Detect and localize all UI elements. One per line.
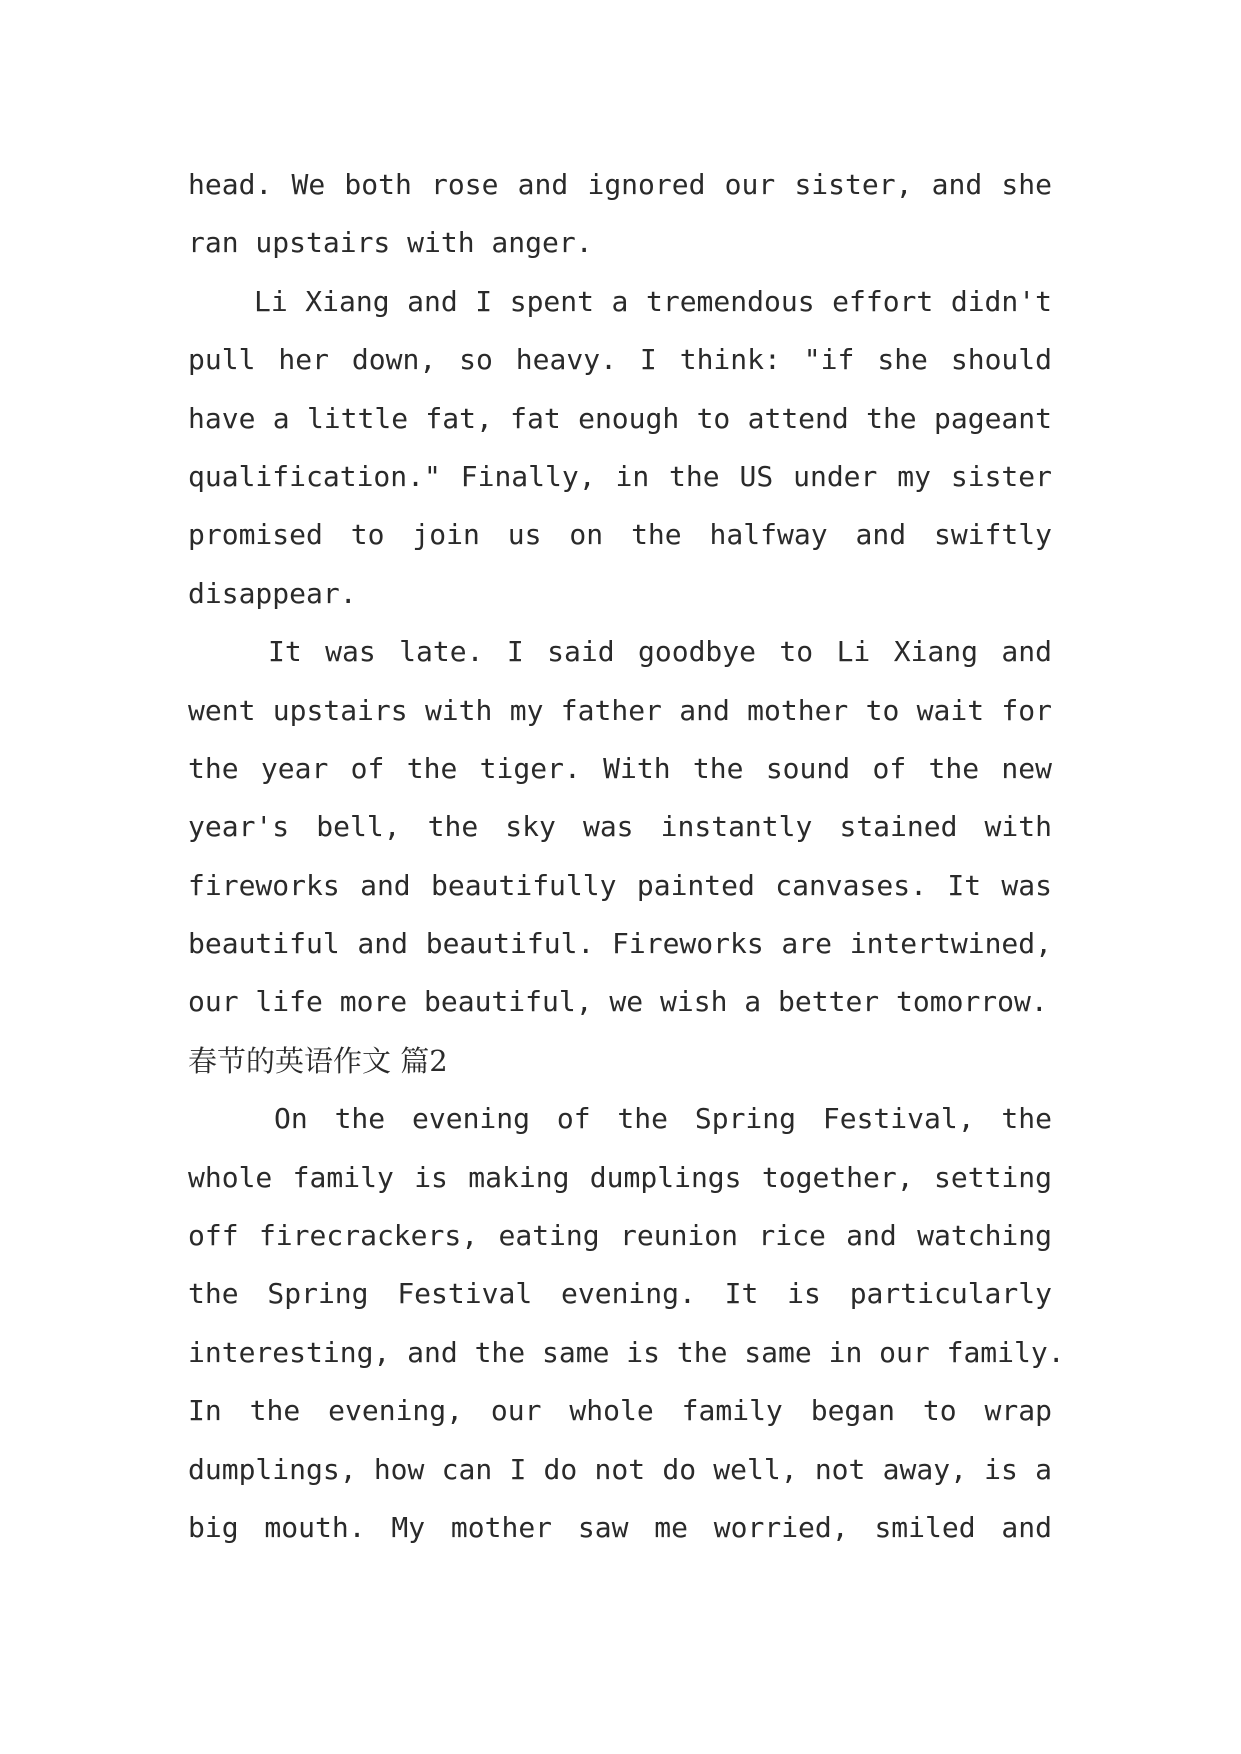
body-text-line: pull her down, so heavy. I think: "if she should <box>188 343 1052 377</box>
document-body <box>188 156 1065 1557</box>
body-text-line: have a little fat, fat enough to attend the pageant <box>188 401 1052 435</box>
body-text-line: went upstairs with my father and mother to wait for <box>188 693 1052 727</box>
body-text-line: off firecrackers, eating reunion rice and watching <box>188 1219 1052 1253</box>
body-text-line: qualification." Finally, in the US under my sister <box>188 459 1052 493</box>
section-heading: 春节的英语作文 篇2 <box>188 1043 448 1078</box>
body-text-line: promised to join us on the halfway and swiftly <box>188 518 1052 552</box>
body-text-line: whole family is making dumplings together, setting <box>188 1160 1052 1194</box>
body-text-line: beautiful and beautiful. Fireworks are intertwined, <box>188 927 1052 961</box>
body-text-line: fireworks and beautifully painted canvases. It was <box>188 868 1052 902</box>
body-text-line: year's bell, the sky was instantly stained with <box>188 810 1052 844</box>
paragraph-first-line: On the evening of the Spring Festival, the <box>274 1102 1052 1136</box>
body-text-line: the Spring Festival evening. It is particularly <box>188 1277 1052 1311</box>
body-text-line: our life more beautiful, we wish a better tomorrow. <box>188 985 1048 1019</box>
body-text-line: the year of the tiger. With the sound of the new <box>188 751 1052 785</box>
body-text-line: big mouth. My mother saw me worried, smiled and <box>188 1510 1052 1544</box>
paragraph-first-line: It was late. I said goodbye to Li Xiang and <box>268 635 1052 669</box>
body-text-line: head. We both rose and ignored our sister, and she <box>188 168 1052 201</box>
body-text-line: interesting, and the same is the same in our family. <box>188 1335 1065 1369</box>
body-text-line: ran upstairs with anger. <box>188 226 593 260</box>
body-text-line: dumplings, how can I do not do well, not away, is a <box>188 1452 1052 1486</box>
body-text-line: In the evening, our whole family began to wrap <box>188 1394 1052 1428</box>
paragraph-first-line: Li Xiang and I spent a tremendous effort didn't <box>254 284 1052 318</box>
body-text-line: disappear. <box>188 576 357 610</box>
